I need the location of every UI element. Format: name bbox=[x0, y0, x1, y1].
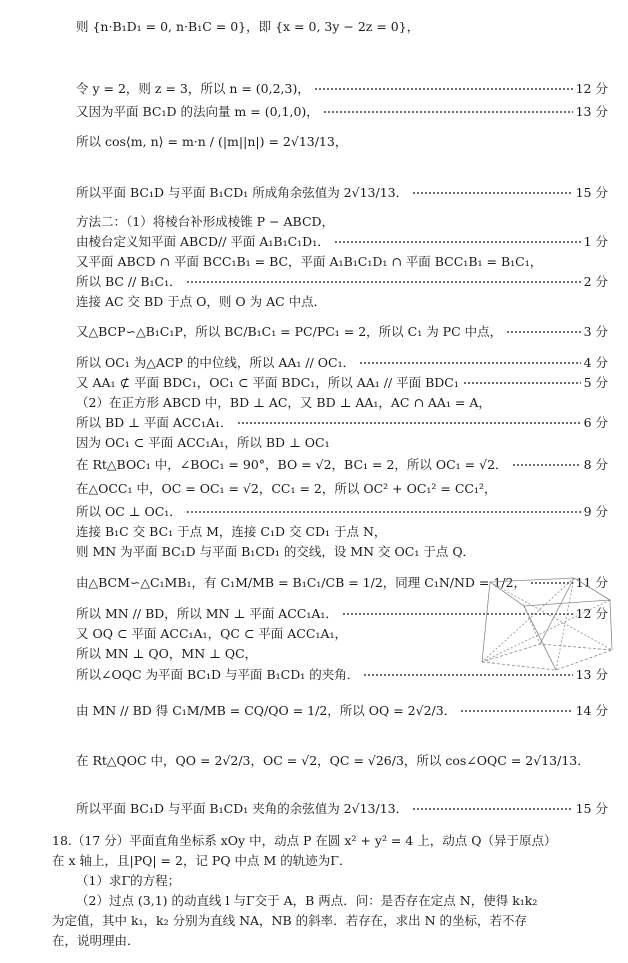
solution-line bbox=[76, 184, 608, 202]
line-text: 所以 OC₁ 为△ACP 的中位线，所以 AA₁ // OC₁． bbox=[76, 355, 356, 370]
leader-dots bbox=[359, 362, 580, 364]
line-text: 又平面 ABCD ∩ 平面 BCC₁B₁ = BC，平面 A₁B₁C₁D₁ ∩ 平面 BCC₁B₁ = B₁C₁， bbox=[76, 254, 543, 269]
question-18-line bbox=[52, 912, 610, 930]
line-text: （2）在正方形 ABCD 中，BD ⊥ AC，又 BD ⊥ AA₁，AC ∩ AA₁ = A， bbox=[76, 395, 491, 410]
solution-line bbox=[76, 253, 608, 271]
line-text: 则 {n·B₁D₁ = 0, n·B₁C = 0}，即 {x = 0, 3y − 2z = 0}， bbox=[76, 19, 420, 34]
question-text: 在 x 轴上，且|PQ| = 2，记 PQ 中点 M 的轨迹为Γ． bbox=[52, 853, 352, 868]
score-mark: 9 分 bbox=[583, 504, 608, 519]
leader-dots bbox=[323, 111, 573, 113]
solution-line bbox=[76, 800, 608, 818]
line-text: 所以 BC // B₁C₁． bbox=[76, 274, 182, 289]
leader-dots bbox=[412, 808, 572, 810]
solution-line bbox=[76, 543, 608, 561]
solution-line bbox=[76, 18, 608, 36]
question-18-line bbox=[52, 852, 610, 870]
solution-line bbox=[76, 414, 608, 432]
line-text: 又△BCP∽△B₁C₁P，所以 BC/B₁C₁ = PC/PC₁ = 2，所以 C₁ 为 PC 中点， bbox=[76, 324, 503, 339]
line-text: 所以平面 BC₁D 与平面 B₁CD₁ 夹角的余弦值为 2√13/13． bbox=[76, 801, 409, 816]
solution-line bbox=[76, 503, 608, 521]
line-text: 所以 MN ⊥ QO，MN ⊥ QC， bbox=[76, 646, 258, 661]
leader-dots bbox=[237, 422, 581, 424]
line-text: 又 AA₁ ⊄ 平面 BDC₁，OC₁ ⊂ 平面 BDC₁，所以 AA₁ // 平面 BDC₁ bbox=[76, 375, 459, 390]
line-text: 由△BCM∽△C₁MB₁，有 C₁M/MB = B₁C₁/CB = 1/2，同理 C₁N/ND = 1/2， bbox=[76, 575, 526, 590]
question-text: （1）求Γ的方程； bbox=[76, 873, 181, 888]
leader-dots bbox=[334, 241, 581, 243]
solution-line bbox=[76, 213, 608, 231]
score-mark: 13 分 bbox=[575, 667, 608, 682]
question-text: 在，说明理由． bbox=[52, 933, 140, 948]
question-18-line bbox=[52, 932, 610, 950]
score-mark: 14 分 bbox=[575, 703, 608, 718]
score-mark: 12 分 bbox=[575, 606, 608, 621]
leader-dots bbox=[506, 331, 580, 333]
line-text: 连接 B₁C 交 BC₁ 于点 M，连接 C₁D 交 CD₁ 于点 N， bbox=[76, 524, 387, 539]
solution-line bbox=[76, 702, 608, 720]
line-text: 所以∠OQC 为平面 BC₁D 与平面 B₁CD₁ 的夹角． bbox=[76, 667, 360, 682]
score-mark: 4 分 bbox=[583, 355, 608, 370]
solution-line bbox=[76, 523, 608, 541]
score-mark: 15 分 bbox=[575, 801, 608, 816]
line-text: 又因为平面 BC₁D 的法向量 m = (0,1,0)， bbox=[76, 104, 319, 119]
line-text: 方法二：（1）将棱台补形成棱锥 P − ABCD， bbox=[76, 214, 335, 229]
leader-dots bbox=[314, 88, 573, 90]
line-text: 由 MN // BD 得 C₁M/MB = CQ/QO = 1/2，所以 OQ = 2√2/3． bbox=[76, 703, 457, 718]
score-mark: 1 分 bbox=[583, 234, 608, 249]
question-text: （2）过点 (3,1) 的动直线 l 与Γ交于 A，B 两点．问：是否存在定点 N，使得 k₁k₂ bbox=[76, 893, 538, 908]
line-text: 所以 MN // BD，所以 MN ⊥ 平面 ACC₁A₁． bbox=[76, 606, 338, 621]
line-text: 令 y = 2，则 z = 3，所以 n = (0,2,3)， bbox=[76, 81, 310, 96]
score-mark: 8 分 bbox=[583, 457, 608, 472]
solution-line bbox=[76, 293, 608, 311]
score-mark: 11 分 bbox=[575, 575, 608, 590]
solution-line bbox=[76, 133, 608, 151]
leader-dots bbox=[512, 464, 581, 466]
line-text: 连接 AC 交 BD 于点 O，则 O 为 AC 中点． bbox=[76, 294, 327, 309]
solution-line bbox=[76, 456, 608, 474]
frustum-figure bbox=[478, 566, 616, 678]
line-text: 在 Rt△QOC 中，QO = 2√2/3，OC = √2，QC = √26/3，所以 cos∠OQC = 2√13/13． bbox=[76, 753, 590, 768]
leader-dots bbox=[186, 281, 581, 283]
line-text: 所以平面 BC₁D 与平面 B₁CD₁ 所成角余弦值为 2√13/13． bbox=[76, 185, 409, 200]
line-text: 则 MN 为平面 BC₁D 与平面 B₁CD₁ 的交线，设 MN 交 OC₁ 于点 Q． bbox=[76, 544, 476, 559]
solution-line bbox=[76, 752, 608, 770]
score-mark: 5 分 bbox=[583, 375, 608, 390]
question-text: 18.（17 分）平面直角坐标系 xOy 中，动点 P 在圆 x² + y² = 4 上，动点 Q（异于原点） bbox=[52, 833, 557, 848]
score-mark: 6 分 bbox=[583, 415, 608, 430]
leader-dots bbox=[412, 192, 572, 194]
line-text: 在△OCC₁ 中，OC = OC₁ = √2，CC₁ = 2，所以 OC² + OC₁² = CC₁²， bbox=[76, 481, 497, 496]
question-18-part-2 bbox=[76, 892, 610, 910]
solution-line bbox=[76, 374, 608, 392]
leader-dots bbox=[186, 511, 581, 513]
line-text: 又 OQ ⊂ 平面 ACC₁A₁，QC ⊂ 平面 ACC₁A₁， bbox=[76, 626, 347, 641]
solution-line bbox=[76, 233, 608, 251]
score-mark: 12 分 bbox=[575, 81, 608, 96]
line-text: 所以 cos⟨m, n⟩ = m·n / (|m||n|) = 2√13/13， bbox=[76, 134, 348, 149]
solution-line bbox=[76, 273, 608, 291]
solution-line bbox=[76, 394, 608, 412]
line-text: 因为 OC₁ ⊂ 平面 ACC₁A₁，所以 BD ⊥ OC₁ bbox=[76, 435, 330, 450]
solution-line bbox=[76, 103, 608, 121]
question-18-heading bbox=[52, 832, 610, 850]
leader-dots bbox=[460, 710, 572, 712]
solution-line bbox=[76, 434, 608, 452]
question-text: 为定值，其中 k₁，k₂ 分别为直线 NA，NB 的斜率．若存在，求出 N 的坐标，若不存 bbox=[52, 913, 528, 928]
question-18-part-1 bbox=[76, 872, 610, 890]
score-mark: 2 分 bbox=[583, 274, 608, 289]
leader-dots bbox=[463, 382, 581, 384]
line-text: 在 Rt△BOC₁ 中，∠BOC₁ = 90°，BO = √2，BC₁ = 2，所以 OC₁ = √2． bbox=[76, 457, 508, 472]
score-mark: 3 分 bbox=[583, 324, 608, 339]
figure-edge bbox=[482, 644, 612, 670]
solution-line bbox=[76, 480, 608, 498]
score-mark: 13 分 bbox=[575, 104, 608, 119]
solution-line bbox=[76, 354, 608, 372]
line-text: 所以 BD ⊥ 平面 ACC₁A₁． bbox=[76, 415, 233, 430]
score-mark: 15 分 bbox=[575, 185, 608, 200]
solution-line bbox=[76, 323, 608, 341]
figure-edge bbox=[482, 578, 574, 670]
line-text: 所以 OC ⊥ OC₁． bbox=[76, 504, 182, 519]
solution-line bbox=[76, 80, 608, 98]
line-text: 由棱台定义知平面 ABCD// 平面 A₁B₁C₁D₁． bbox=[76, 234, 330, 249]
